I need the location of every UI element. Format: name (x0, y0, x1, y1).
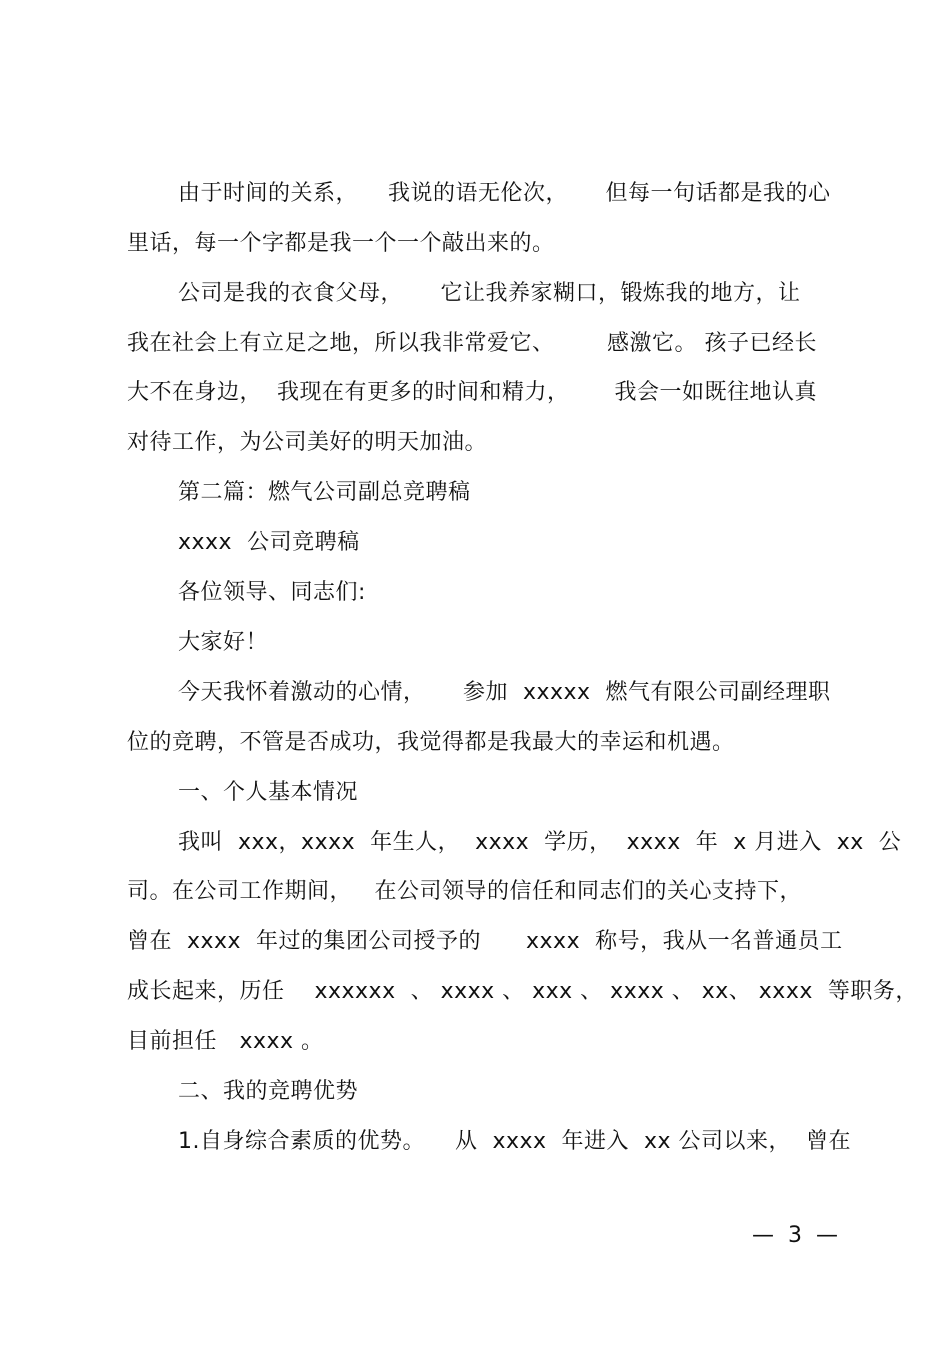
paragraph-line: 司。在公司工作期间， 在公司领导的信任和同志们的关心支持下， (127, 879, 802, 904)
paragraph-line: 曾在 xxxx 年过的集团公司授予的 xxxx 称号，我从一名普通员工 (127, 929, 843, 954)
paragraph-line: 我叫 xxx，xxxx 年生人， xxxx 学历， xxxx 年 x 月进入 xx 公 (178, 830, 902, 855)
paragraph-line: 里话，每一个字都是我一个一个敲出来的。 (127, 231, 555, 256)
paragraph-line: 位的竞聘，不管是否成功，我觉得都是我最大的幸运和机遇。 (127, 730, 735, 755)
paragraph-line: 今天我怀着激动的心情， 参加 xxxxx 燃气有限公司副经理职 (178, 680, 831, 705)
greeting: 大家好！ (178, 630, 269, 655)
section-heading: 一、个人基本情况 (178, 780, 359, 805)
paragraph-line: 大不在身边， 我现在有更多的时间和精力， 我会一如既往地认真 (127, 380, 817, 405)
document-title: xxxx 公司竞聘稿 (178, 530, 360, 555)
page-number: — 3 — (752, 1223, 838, 1248)
paragraph-line: 成长起来，历任 xxxxxx 、 xxxx 、 xxx 、 xxxx 、 xx、 xxxx 等职务， (127, 979, 918, 1004)
paragraph-line: 公司是我的衣食父母， 它让我养家糊口，锻炼我的地方，让 (178, 281, 801, 306)
section-heading: 二、我的竞聘优势 (178, 1079, 359, 1104)
paragraph-line: 目前担任 xxxx 。 (127, 1029, 324, 1054)
paragraph-line: 由于时间的关系， 我说的语无伦次， 但每一句话都是我的心 (178, 181, 831, 206)
paragraph-line: 1.自身综合素质的优势。 从 xxxx 年进入 xx 公司以来， 曾在 (178, 1129, 852, 1154)
salutation: 各位领导、同志们: (178, 580, 366, 605)
section-heading: 第二篇：燃气公司副总竞聘稿 (178, 480, 471, 505)
paragraph-line: 我在社会上有立足之地，所以我非常爱它、 感激它。 孩子已经长 (127, 331, 817, 356)
paragraph-line: 对待工作，为公司美好的明天加油。 (127, 430, 488, 455)
